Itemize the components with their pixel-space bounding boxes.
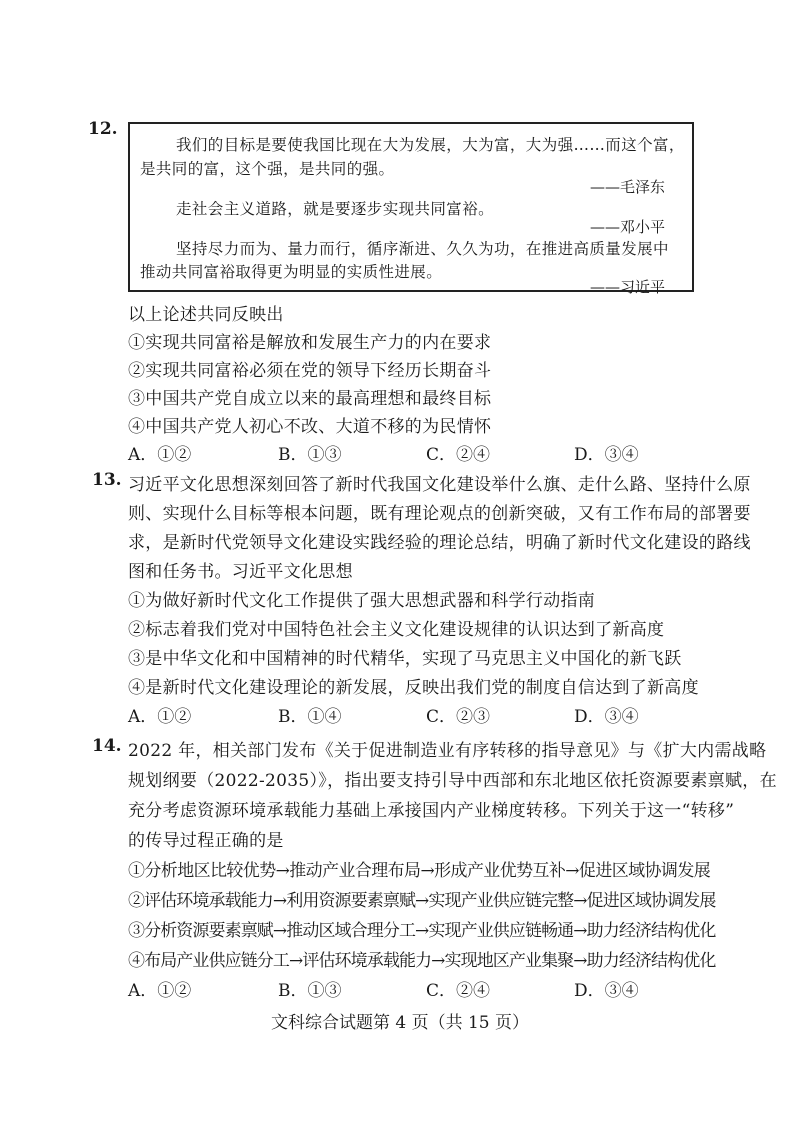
quote-1-author: ——毛泽东 (590, 178, 666, 196)
option-b[interactable]: B．①③ (278, 981, 342, 1001)
question-14-stem-line: 充分考虑资源环境承载能力基础上承接国内产业梯度转移。下列关于这一“转移” (128, 801, 735, 821)
option-c[interactable]: C．②④ (426, 981, 491, 1001)
question-14-statement: ③分析资源要素禀赋→推动区域合理分工→实现产业供应链畅通→助力经济结构优化 (128, 921, 716, 941)
quote-3-line-1: 坚持尽力而为、量力而行，循序渐进、久久为功，在推进高质量发展中 (176, 240, 669, 258)
question-14-stem-line: 的传导过程正确的是 (128, 831, 284, 851)
option-d[interactable]: D．③④ (574, 707, 639, 727)
question-12-statement: ①实现共同富裕是解放和发展生产力的内在要求 (128, 333, 492, 353)
question-14-statement: ④布局产业供应链分工→评估环境承载能力→实现地区产业集聚→助力经济结构优化 (128, 951, 716, 971)
question-14-stem-line: 2022 年，相关部门发布《关于促进制造业有序转移的指导意见》与《扩大内需战略 (128, 741, 767, 761)
question-14-statement: ②评估环境承载能力→利用资源要素禀赋→实现产业供应链完整→促进区域协调发展 (128, 891, 716, 911)
option-c[interactable]: C．②③ (426, 707, 491, 727)
option-d[interactable]: D．③④ (574, 981, 639, 1001)
question-12-statement: ②实现共同富裕必须在党的领导下经历长期奋斗 (128, 361, 492, 381)
question-13-stem-line: 图和任务书。习近平文化思想 (128, 562, 353, 582)
question-13-statement: ④是新时代文化建设理论的新发展，反映出我们党的制度自信达到了新高度 (128, 678, 699, 698)
question-14-stem-line: 规划纲要（2022-2035）》，指出要支持引导中西部和东北地区依托资源要素禀赋，在 (128, 771, 777, 791)
question-12-number: 12. (88, 119, 118, 139)
question-12-statement: ③中国共产党自成立以来的最高理想和最终目标 (128, 389, 492, 409)
question-13-stem-line: 习近平文化思想深刻回答了新时代我国文化建设举什么旗、走什么路、坚持什么原 (128, 475, 751, 495)
question-14-statement: ①分析地区比较优势→推动产业合理布局→形成产业优势互补→促进区域协调发展 (128, 861, 711, 881)
option-a[interactable]: A．①② (128, 707, 192, 727)
question-13-stem-line: 则、实现什么目标等根本问题，既有理论观点的创新突破，又有工作布局的部署要 (128, 504, 751, 524)
quote-2-line-1: 走社会主义道路，就是要逐步实现共同富裕。 (176, 200, 495, 218)
option-a[interactable]: A．①② (128, 981, 192, 1001)
question-13-statement: ①为做好新时代文化工作提供了强大思想武器和科学行动指南 (128, 591, 596, 611)
quote-2-author: ——邓小平 (590, 218, 666, 236)
option-a[interactable]: A．①② (128, 445, 192, 465)
question-14-number: 14. (92, 736, 122, 756)
option-b[interactable]: B．①④ (278, 707, 342, 727)
quote-1-line-2: 是共同的富，这个强，是共同的强。 (140, 160, 395, 178)
question-13-statement: ②标志着我们党对中国特色社会主义文化建设规律的认识达到了新高度 (128, 620, 665, 640)
question-12-stem: 以上论述共同反映出 (128, 305, 284, 325)
question-13-number: 13. (92, 470, 122, 490)
quote-1-line-1: 我们的目标是要使我国比现在大为发展，大为富，大为强……而这个富， (176, 136, 685, 154)
option-d[interactable]: D．③④ (574, 445, 639, 465)
quote-3-author: ——习近平 (590, 278, 666, 296)
question-12-statement: ④中国共产党人初心不改、大道不移的为民情怀 (128, 417, 492, 437)
page-footer: 文科综合试题第 4 页（共 15 页） (270, 1013, 530, 1033)
quote-box (128, 122, 694, 296)
option-c[interactable]: C．②④ (426, 445, 491, 465)
question-13-stem-line: 求，是新时代党领导文化建设实践经验的理论总结，明确了新时代文化建设的路线 (128, 533, 751, 553)
question-13-statement: ③是中华文化和中国精神的时代精华，实现了马克思主义中国化的新飞跃 (128, 649, 682, 669)
option-b[interactable]: B．①③ (278, 445, 342, 465)
quote-3-line-2: 推动共同富裕取得更为明显的实质性进展。 (140, 263, 443, 281)
